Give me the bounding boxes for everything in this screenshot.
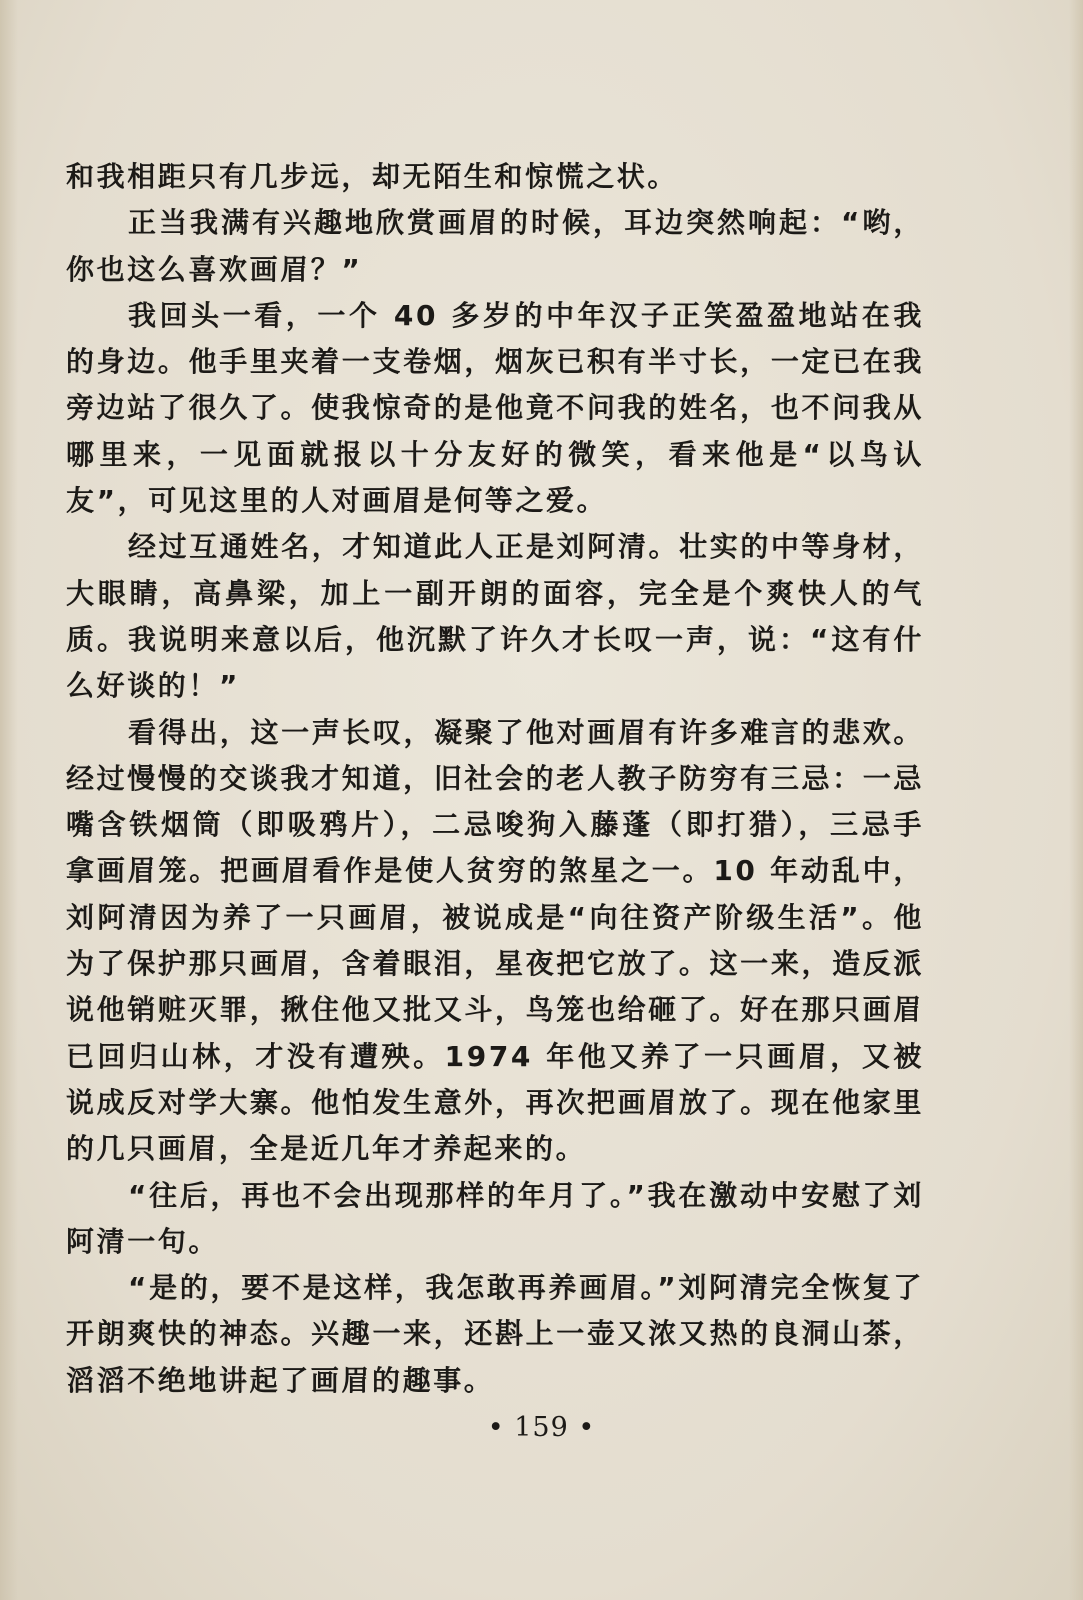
- page-number: • 159 •: [487, 1412, 596, 1443]
- paragraph-5: 看得出，这一声长叹，凝聚了他对画眉有许多难言的悲欢。经过慢慢的交谈我才知道，旧社会的老人教子防穷有三忌：一忌嘴含铁烟筒（即吸鸦片），二忌唆狗入藤蓬（即打猎），三忌手拿画眉笼。把画眉看作是使人贫穷的煞星之一。10 年动乱中，刘阿清因为养了一只画眉，被说成是“向往资产阶级生活”。他为了保护那只画眉，含着眼泪，星夜把它放了。这一来，造反派说他销赃灭罪，揪住他又批又斗，鸟笼也给砸了。好在那只画眉已回归山林，才没有遭殃。1974 年他又养了一只画眉，又被说成反对学大寨。他怕发生意外，再次把画眉放了。现在他家里的几只画眉，全是近几年才养起来的。: [66, 715, 924, 1166]
- page-left-edge-shadow: [0, 0, 18, 1600]
- paragraph-4: 经过互通姓名，才知道此人正是刘阿清。壮实的中等身材，大眼睛，高鼻梁，加上一副开朗的面容，完全是个爽快人的气质。我说明来意以后，他沉默了许久才长叹一声，说：“这有什么好谈的！”: [66, 530, 924, 703]
- page-right-edge-shadow: [1069, 0, 1083, 1600]
- paragraph-7: “是的，要不是这样，我怎敢再养画眉。”刘阿清完全恢复了开朗爽快的神态。兴趣一来，还斟上一壶又浓又热的良洞山茶，滔滔不绝地讲起了画眉的趣事。: [66, 1271, 924, 1397]
- paragraph-2: 正当我满有兴趣地欣赏画眉的时候，耳边突然响起：“哟，你也这么喜欢画眉？”: [66, 206, 924, 286]
- paragraph-1: 和我相距只有几步远，却无陌生和惊慌之状。: [66, 160, 679, 193]
- paragraph-3: 我回头一看，一个 40 多岁的中年汉子正笑盈盈地站在我的身边。他手里夹着一支卷烟，烟灰已积有半寸长，一定已在我旁边站了很久了。使我惊奇的是他竟不问我的姓名，也不问我从哪里来，一见面就报以十分友好的微笑，看来他是“以鸟认友”，可见这里的人对画眉是何等之爱。: [66, 298, 924, 518]
- body-text: [66, 154, 924, 1404]
- paragraph-6: “往后，再也不会出现那样的年月了。”我在激动中安慰了刘阿清一句。: [66, 1178, 924, 1258]
